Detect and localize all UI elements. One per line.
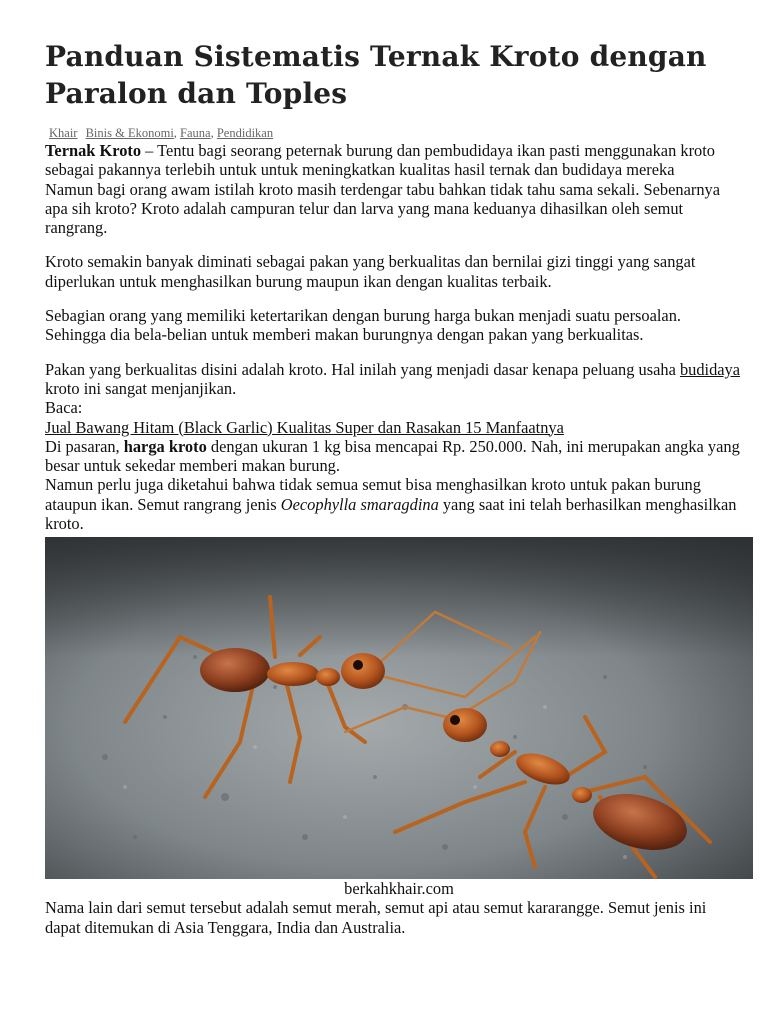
market-text-end: dengan ukuran 1 kg bisa mencapai Rp. 250.000. Nah, ini merupakan angka yang besar untuk sekedar memberi makan burung. [45, 436, 740, 476]
paragraph-opportunity [45, 360, 745, 399]
opportunity-text: Pakan yang berkualitas disini adalah kroto. Hal inilah yang menjadi dasar kenapa peluang usaha [45, 359, 680, 379]
paragraph-other-names: Nama lain dari semut tersebut adalah semut merah, semut api atau semut kararangge. Semut jenis ini dapat ditemukan di Asia Tenggara, India dan Australia. [45, 898, 707, 937]
market-text: Di pasaran, [45, 436, 124, 456]
weaver-ants-image [45, 537, 753, 879]
budidaya-link[interactable]: budidaya [679, 359, 741, 379]
article [45, 38, 745, 937]
paragraph-price: Sebagian orang yang memiliki ketertarikan dengan burung harga bukan menjadi suatu persoalan. Sehingga dia bela-belian untuk memberi makan burungnya dengan pakan yang berkualitas. [45, 306, 682, 345]
category-link-khair[interactable]: Khair [49, 126, 78, 140]
related-article-link[interactable]: Jual Bawang Hitam (Black Garlic) Kualitas Super dan Rasakan 15 Manfaatnya [45, 417, 564, 437]
paragraph-species [45, 475, 745, 533]
category-list [49, 126, 745, 140]
category-separator: , [173, 126, 177, 140]
species-name: Oecophylla smaragdina [280, 494, 439, 514]
category-separator: , [210, 126, 214, 140]
paragraph-market [45, 437, 745, 476]
article-title: Panduan Sistematis Ternak Kroto dengan Paralon dan Toples [45, 40, 707, 110]
intro-text: – Tentu bagi seorang peternak burung dan pembudidaya ikan pasti menggunakan kroto sebagai pakannya terlebih untuk untuk meningkatkan kualitas hasil ternak dan budidaya mereka [45, 141, 715, 180]
category-link-pendidikan[interactable]: Pendidikan [216, 126, 274, 140]
category-link-fauna[interactable]: Fauna [180, 126, 211, 140]
paragraph-demand: Kroto semakin banyak diminati sebagai pakan yang berkualitas dan bernilai gizi tinggi yang sangat diperlukan untuk menghasilkan burung maupun ikan dengan kualitas terbaik. [45, 252, 696, 291]
intro-bold: Ternak Kroto [45, 141, 142, 160]
related-article [45, 418, 745, 437]
category-link-bisnis[interactable]: Binis & Ekonomi [85, 126, 174, 140]
image-caption: berkahkhair.com [344, 879, 454, 899]
paragraph-definition: Namun bagi orang awam istilah kroto masih terdengar tabu bahkan tidak tahu sama sekali. Sebenarnya apa sih kroto? Kroto adalah campuran telur dan larva yang mana keduanya dihasilkan oleh semut rangrang. [45, 179, 720, 238]
opportunity-text-end: kroto ini sangat menjanjikan. [45, 378, 237, 398]
species-text: Namun perlu juga diketahui bahwa tidak semua semut bisa menghasilkan kroto untuk pakan burung ataupun ikan. Semut rangrang jenis [45, 475, 701, 514]
paragraph-intro [45, 141, 745, 180]
ant-photo [45, 537, 753, 879]
market-bold: harga kroto [123, 436, 207, 456]
baca-label: Baca: [45, 398, 83, 418]
species-text-end: yang saat ini telah berhasilkan menghasilkan kroto. [45, 494, 737, 534]
